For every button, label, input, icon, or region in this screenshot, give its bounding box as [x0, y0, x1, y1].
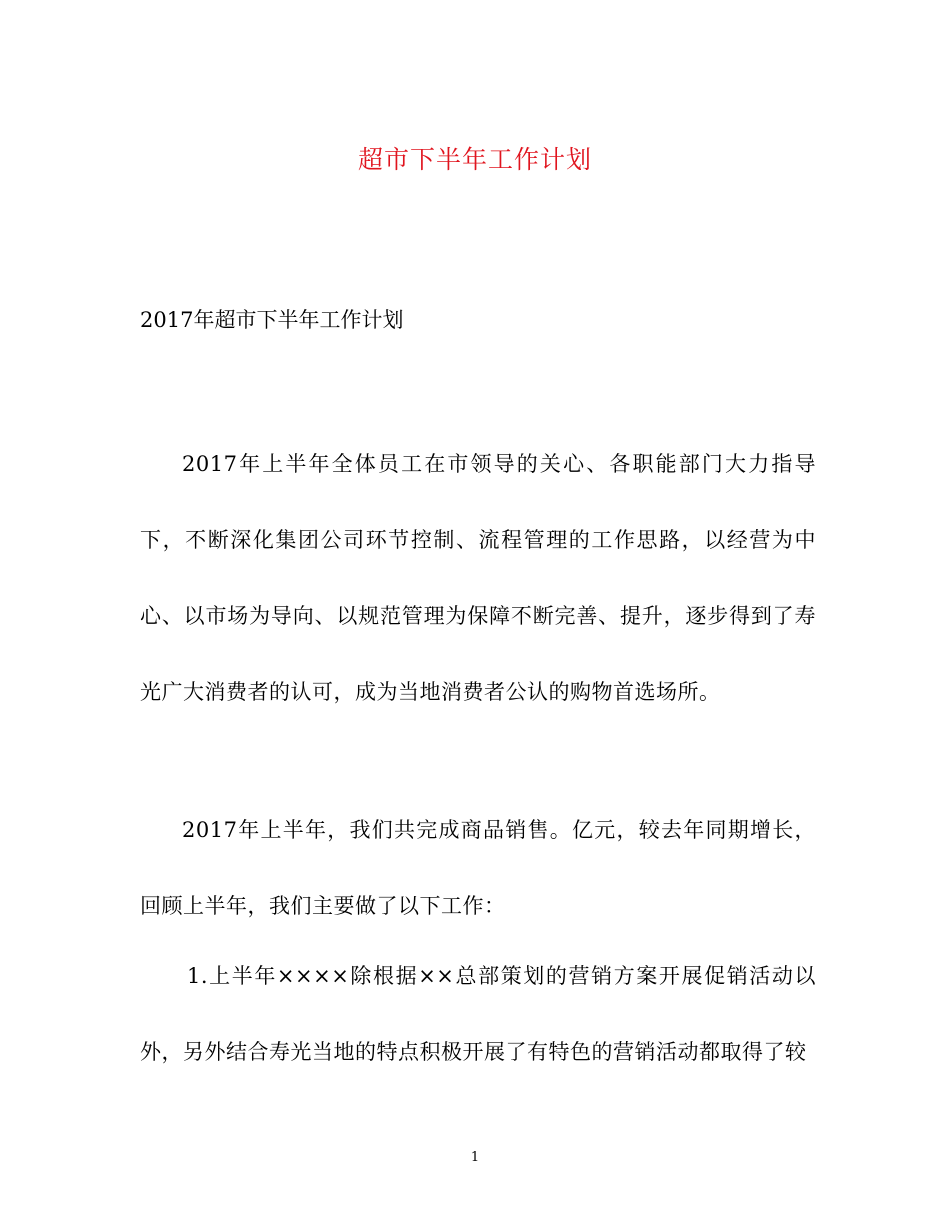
paragraph-1: 2017年上半年全体员工在市领导的关心、各职能部门大力指导下，不断深化集团公司环节控制、流程管理的工作思路，以经营为中心、以市场为导向、以规范管理为保障不断完善、提升，逐步得到了寿光广大消费者的认可，成为当地消费者公认的购物首选场所。: [140, 452, 816, 704]
document-title: 超市下半年工作计划: [357, 145, 592, 174]
document-subtitle: 2017年超市下半年工作计划: [140, 308, 404, 332]
paragraph-3: 1.上半年××××除根据××总部策划的营销方案开展促销活动以外，另外结合寿光当地的特点积极开展了有特色的营销活动都取得了较: [140, 964, 816, 1064]
page-number: 1: [470, 1150, 480, 1165]
paragraph-2: 2017年上半年，我们共完成商品销售。亿元，较去年同期增长，回顾上半年，我们主要做了以下工作：: [140, 818, 816, 918]
